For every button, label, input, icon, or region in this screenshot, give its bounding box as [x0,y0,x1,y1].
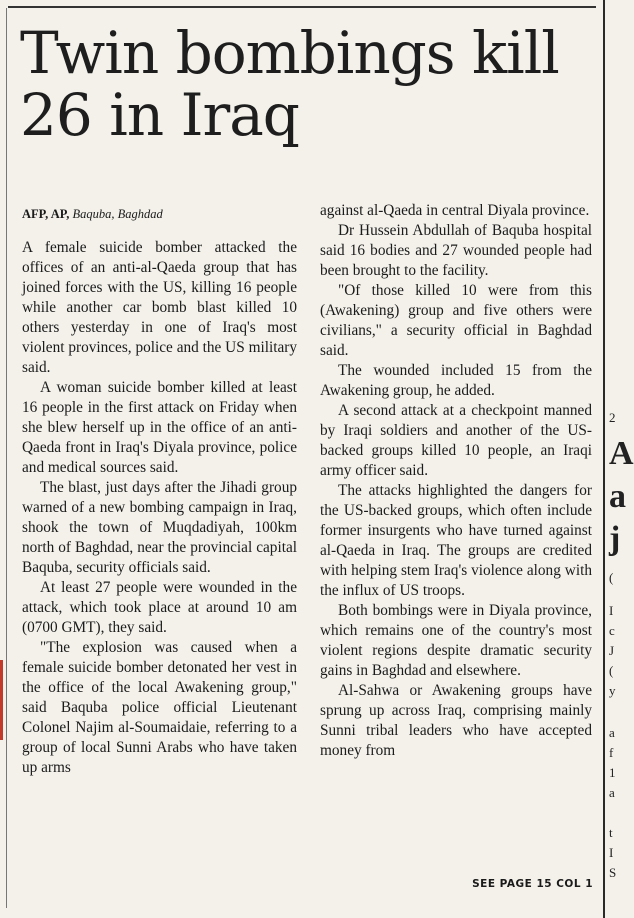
byline-agencies: AFP, AP, [22,207,70,221]
article-column-1 [22,238,297,778]
left-rule [6,8,7,908]
paragraph: The wounded included 15 from the Awakening group, he added. [320,362,592,399]
fragment-char: c [609,623,615,638]
paragraph: The attacks highlighted the dangers for the US-backed groups, which often include former insurgents who have turned against al-Qaeda in Iraq. The groups are credited with helping stem Iraq's violence along with the influx of US troops. [320,482,592,599]
article-column-2 [320,201,592,761]
fragment-char: y [609,683,616,698]
paragraph: Al-Sahwa or Awakening groups have sprung up across Iraq, comprising mainly Sunni tribal leaders who have accepted money from [320,682,592,759]
byline-location: Baquba, Baghdad [72,207,163,221]
headline: Twin bombings kill 26 in Iraq [20,19,559,149]
paragraph: At least 27 people were wounded in the attack, which took place at around 10 am (0700 GMT), they said. [22,579,297,636]
fragment-char: ( [609,570,614,585]
paragraph: against al-Qaeda in central Diyala province. [320,202,590,219]
paragraph: The blast, just days after the Jihadi group warned of a new bombing campaign in Iraq, shook the town of Muqdadiyah, 100km north of Baghdad, near the provincial capital Baquba, security officials said. [22,479,297,576]
fragment-char: I [609,603,614,618]
paragraph: "The explosion was caused when a female suicide bomber detonated her vest in the office of the local Awakening group," said Baquba police official Lieutenant Colonel Najim al-Soumaidaie, referring to a group of local Sunni Arabs who have taken up arms [22,639,297,776]
left-edge-mark [0,660,3,740]
fragment-char: S [609,865,617,880]
paragraph: Both bombings were in Diyala province, which remains one of the country's most violent regions despite dramatic security gains in Baghdad and elsewhere. [320,602,592,679]
paragraph: Dr Hussein Abdullah of Baquba hospital said 16 bodies and 27 wounded people had been brought to the facility. [320,222,592,279]
column-rule [603,0,605,918]
paragraph: A woman suicide bomber killed at least 16 people in the first attack on Friday when she blew herself up in the office of an anti-Qaeda front in Iraq's Diyala province, police and medical sources said. [22,379,297,476]
adjacent-article-fragment [606,0,634,918]
fragment-char: ( [609,663,614,678]
fragment-char: t [609,825,613,840]
fragment-char: A [609,435,634,472]
fragment-char: a [609,785,615,800]
fragment-char: f [609,745,614,760]
fragment-char: a [609,725,615,740]
paragraph: "Of those killed 10 were from this (Awakening) group and five others were civilians," a security official in Baghdad said. [320,282,592,359]
fragment-char: 1 [609,765,616,780]
paragraph: A second attack at a checkpoint manned by Iraqi soldiers and another of the US-backed groups killed 10 people, an Iraqi army officer said. [320,402,592,479]
fragment-char: I [609,845,614,860]
jump-line: SEE PAGE 15 COL 1 [472,878,593,890]
paragraph: A female suicide bomber attacked the offices of an anti-al-Qaeda group that has joined forces with the US, killing 16 people while another car bomb blast killed 10 others yesterday in one of Iraq's most violent provinces, police and the US military said. [22,239,297,376]
fragment-char: J [609,643,615,658]
fragment-char: 2 [609,410,616,425]
byline [22,206,163,222]
fragment-char: j [609,520,621,557]
fragment-char: a [609,478,626,515]
top-rule [8,6,596,8]
